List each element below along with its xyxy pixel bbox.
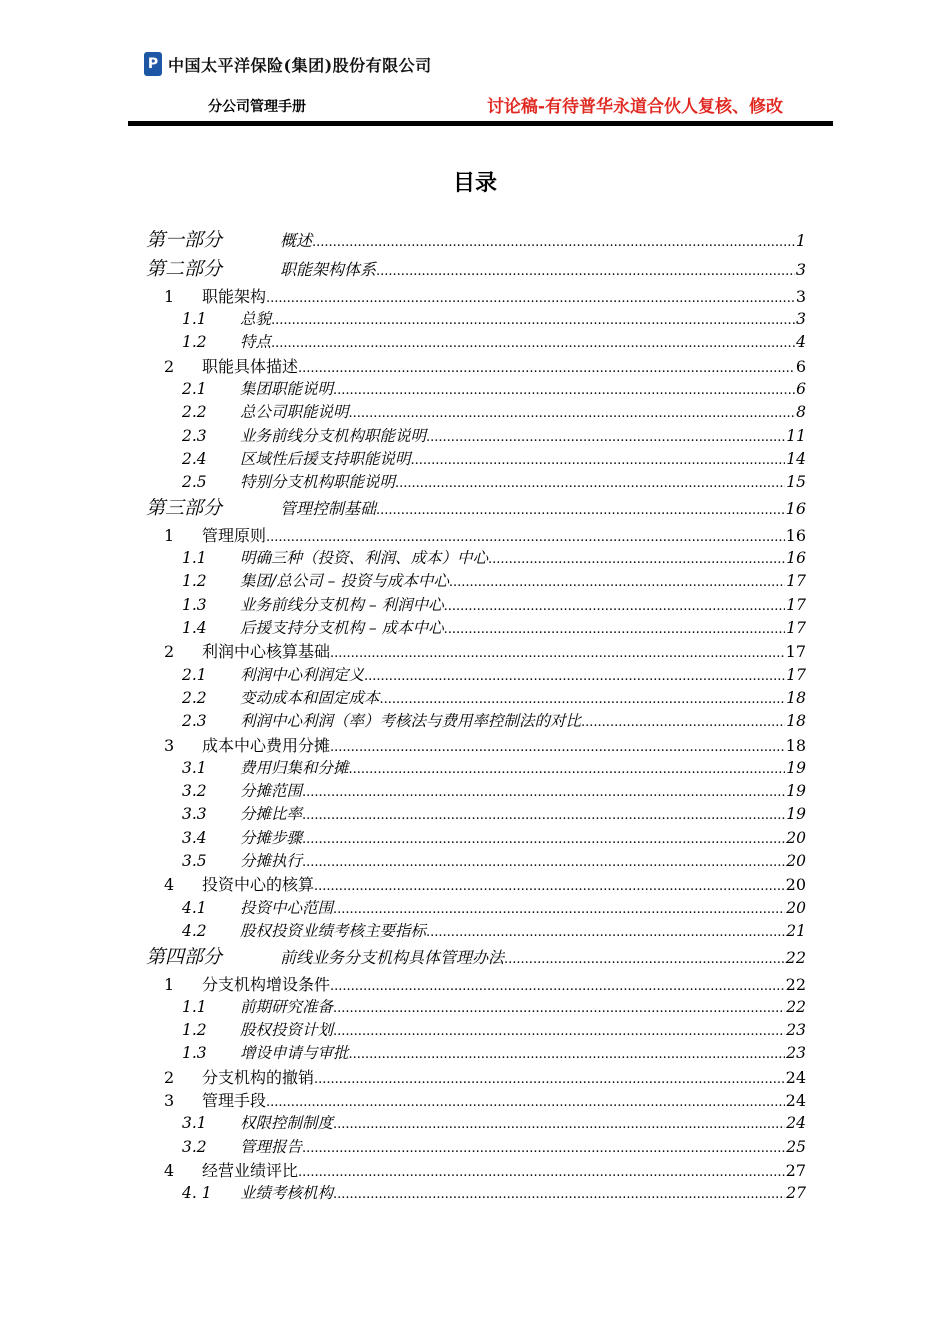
toc-entry-page: 20	[785, 875, 806, 895]
toc-entry-page: 20	[786, 852, 806, 870]
toc-entry[interactable]	[146, 780, 806, 803]
toc-entry-number: 1.2	[182, 333, 207, 352]
toc-entry-label: 投资中心范围	[240, 898, 334, 917]
toc-entry-page: 19	[786, 782, 806, 801]
toc-entry-page: 19	[786, 805, 806, 824]
page-header	[128, 48, 833, 128]
toc-entry-label: 成本中心费用分摊	[202, 735, 331, 755]
toc-entry-number: 2.1	[182, 665, 207, 684]
toc-leader-dots	[333, 1019, 785, 1042]
toc-entry-page: 6	[796, 379, 806, 398]
company-name: 中国太平洋保险(集团)股份有限公司	[168, 55, 432, 75]
toc-leader-dots	[302, 803, 785, 826]
toc-entry-number: 1.1	[182, 310, 207, 329]
toc-entry-page: 22	[786, 997, 806, 1016]
toc-entry-page: 4	[796, 333, 806, 352]
toc-entry[interactable]	[146, 1182, 806, 1205]
toc-entry[interactable]	[146, 494, 806, 523]
toc-leader-dots	[314, 873, 785, 896]
toc-entry-page: 3	[795, 260, 806, 280]
toc-entry-label: 职能架构	[202, 286, 267, 306]
toc-entry-number: 2	[164, 356, 175, 376]
toc-leader-dots	[298, 355, 795, 378]
toc-entry-page: 21	[786, 921, 806, 940]
toc-entry[interactable]	[146, 547, 806, 570]
toc-leader-dots	[266, 524, 785, 547]
toc-entry[interactable]	[146, 401, 806, 424]
toc-leader-dots	[302, 780, 785, 803]
toc-leader-dots	[302, 850, 785, 873]
toc-entry-page: 17	[786, 595, 806, 614]
toc-entry-number: 2.4	[182, 449, 207, 468]
toc-entry[interactable]	[146, 331, 806, 354]
toc-entry[interactable]	[146, 425, 806, 448]
toc-leader-dots	[380, 687, 786, 710]
toc-leader-dots	[298, 1159, 785, 1182]
cpic-logo-icon: P	[144, 52, 162, 76]
toc-leader-dots	[449, 570, 785, 593]
toc-entry-number: 3.3	[182, 805, 207, 824]
toc-entry-number: 1	[164, 974, 175, 994]
toc-entry[interactable]	[146, 355, 806, 378]
toc-entry-number: 3.2	[182, 782, 207, 801]
toc-entry-number: 3	[164, 735, 175, 755]
toc-entry[interactable]	[146, 308, 806, 331]
toc-entry-number: 3.1	[182, 758, 207, 777]
toc-entry[interactable]	[146, 873, 806, 896]
toc-title: 目录	[452, 171, 497, 196]
toc-entry-page: 18	[786, 712, 806, 731]
toc-entry[interactable]	[146, 664, 806, 687]
toc-entry[interactable]	[146, 1112, 806, 1135]
toc-entry-label: 投资中心的核算	[202, 875, 315, 895]
toc-leader-dots	[266, 1089, 785, 1112]
toc-entry[interactable]	[146, 285, 806, 308]
toc-leader-dots	[444, 617, 786, 640]
toc-entry-label: 明确三种（投资、利润、成本）中心	[240, 549, 489, 568]
toc-entry-page: 17	[786, 619, 806, 638]
toc-entry-page: 17	[786, 665, 806, 684]
toc-entry[interactable]	[146, 827, 806, 850]
toc-entry[interactable]	[146, 687, 806, 710]
toc-entry-page: 23	[786, 1044, 806, 1063]
toc-entry-label: 区域性后援支持职能说明	[240, 449, 411, 468]
toc-entry-number: 1	[164, 286, 175, 306]
toc-entry-number: 1.1	[182, 997, 207, 1016]
toc-leader-dots	[376, 494, 785, 523]
toc-leader-dots	[302, 1136, 785, 1159]
toc-leader-dots	[333, 996, 785, 1019]
toc-entry-page: 23	[786, 1021, 806, 1040]
toc-entry-label: 集团职能说明	[240, 379, 334, 398]
toc-entry[interactable]	[146, 973, 806, 996]
toc-entry-label: 股权投资业绩考核主要指标	[240, 921, 427, 940]
toc-entry-number: 1.1	[182, 549, 207, 568]
toc-entry[interactable]	[146, 471, 806, 494]
toc-entry-label: 分支机构增设条件	[202, 974, 331, 994]
toc-entry-number: 第一部分	[146, 229, 223, 251]
toc-leader-dots	[314, 1066, 785, 1089]
toc-entry[interactable]	[146, 943, 806, 972]
toc-entry-page: 18	[785, 735, 806, 755]
toc-entry-page: 16	[785, 525, 806, 545]
toc-entry-number: 3.5	[182, 852, 207, 870]
toc-entry-page: 3	[796, 310, 806, 329]
toc-entry-page: 17	[786, 572, 806, 591]
toc-entry-page: 11	[786, 426, 806, 445]
toc-entry[interactable]	[146, 803, 806, 826]
toc-entry-number: 1.3	[182, 1044, 207, 1063]
toc-entry-label: 管理手段	[202, 1091, 267, 1111]
toc-entry-page: 16	[785, 499, 806, 519]
toc-leader-dots	[333, 1182, 785, 1205]
toc-entry-page: 20	[786, 898, 806, 917]
toc-entry-number: 4.1	[182, 898, 207, 917]
toc-entry-number: 2.3	[182, 712, 207, 731]
toc-entry-label: 利润中心利润（率）考核法与费用率控制法的对比	[240, 712, 582, 731]
toc-entry-label: 总貌	[240, 310, 272, 329]
toc-entry-label: 分支机构的撤销	[202, 1067, 315, 1087]
toc-entry-label: 管理原则	[202, 525, 267, 545]
toc-entry[interactable]	[146, 1066, 806, 1089]
toc-leader-dots	[302, 827, 785, 850]
toc-entry-number: 4	[164, 1160, 175, 1180]
toc-entry-label: 职能架构体系	[280, 260, 377, 280]
toc-leader-dots	[376, 255, 795, 284]
toc-entry[interactable]	[146, 1136, 806, 1159]
toc-entry[interactable]	[146, 1019, 806, 1042]
toc-entry-page: 22	[785, 948, 806, 968]
toc-entry[interactable]	[146, 448, 806, 471]
toc-entry-number: 2	[164, 642, 175, 662]
toc-entry-label: 权限控制制度	[240, 1114, 334, 1133]
toc-entry-number: 2.1	[182, 379, 207, 398]
toc-entry-page: 25	[786, 1137, 806, 1156]
toc-leader-dots	[349, 1042, 786, 1065]
toc-entry-number: 第二部分	[146, 258, 223, 281]
toc-entry-label: 概述	[280, 231, 313, 250]
toc-entry-number: 1	[164, 525, 175, 545]
toc-entry[interactable]	[146, 640, 806, 663]
toc-leader-dots	[395, 471, 785, 494]
toc-entry-page: 8	[796, 403, 806, 422]
toc-entry-label: 股权投资计划	[240, 1021, 334, 1040]
header-divider	[128, 121, 833, 126]
toc-entry-label: 利润中心核算基础	[202, 642, 331, 662]
toc-entry-page: 1	[795, 231, 806, 250]
toc-entry[interactable]	[146, 617, 806, 640]
toc-leader-dots	[271, 331, 795, 354]
toc-entry-number: 2.2	[182, 688, 207, 707]
toc-entry-label: 费用归集和分摊	[240, 758, 349, 777]
toc-entry-label: 后援支持分支机构 – 成本中心	[240, 619, 444, 638]
toc-entry-label: 经营业绩评比	[202, 1160, 299, 1180]
manual-title: 分公司管理手册	[208, 99, 306, 115]
toc-entry-number: 4. 1	[182, 1184, 212, 1203]
toc-leader-dots	[271, 308, 795, 331]
toc-leader-dots	[312, 226, 795, 255]
toc-entry[interactable]	[146, 255, 806, 284]
toc-entry-number: 2.2	[182, 403, 207, 422]
toc-entry-page: 16	[786, 549, 806, 568]
toc-leader-dots	[426, 920, 785, 943]
toc-entry-page: 27	[785, 1160, 806, 1180]
toc-entry-page: 18	[786, 688, 806, 707]
toc-entry-page: 20	[786, 828, 806, 847]
toc-entry-number: 1.4	[182, 619, 207, 638]
toc-leader-dots	[349, 757, 786, 780]
toc-entry-page: 3	[795, 286, 806, 306]
toc-entry-label: 分摊比率	[240, 805, 303, 824]
toc-entry-page: 22	[785, 974, 806, 994]
toc-entry-label: 分摊范围	[240, 782, 303, 801]
toc-entry-label: 管理控制基础	[280, 499, 377, 519]
toc-entry[interactable]	[146, 757, 806, 780]
toc-leader-dots	[504, 943, 785, 972]
toc-entry[interactable]	[146, 710, 806, 733]
toc-entry-label: 管理报告	[240, 1137, 303, 1156]
toc-entry-label: 前线业务分支机构具体管理办法	[280, 948, 505, 968]
toc-entry[interactable]	[146, 524, 806, 547]
toc-leader-dots	[330, 973, 785, 996]
toc-entry-number: 第三部分	[146, 497, 223, 520]
toc-entry-label: 利润中心利润定义	[240, 665, 365, 684]
toc-entry-number: 第四部分	[146, 946, 223, 969]
table-of-contents	[146, 226, 806, 1206]
toc-entry-label: 职能具体描述	[202, 356, 299, 376]
toc-entry-label: 特点	[240, 333, 272, 352]
toc-entry-number: 3.1	[182, 1114, 207, 1133]
toc-entry-page: 27	[786, 1184, 806, 1203]
toc-entry-number: 1.3	[182, 595, 207, 614]
toc-entry[interactable]	[146, 1042, 806, 1065]
toc-entry-label: 分摊执行	[240, 852, 303, 870]
company-logo	[144, 52, 432, 76]
toc-leader-dots	[333, 897, 785, 920]
toc-entry[interactable]	[146, 226, 806, 255]
toc-entry-page: 24	[786, 1114, 806, 1133]
toc-entry-number: 2.5	[182, 473, 207, 492]
toc-entry[interactable]	[146, 378, 806, 401]
toc-entry-page: 24	[785, 1067, 806, 1087]
toc-leader-dots	[426, 425, 785, 448]
toc-entry-number: 4	[164, 875, 175, 895]
toc-leader-dots	[266, 285, 795, 308]
toc-entry-page: 24	[785, 1091, 806, 1111]
toc-leader-dots	[333, 1112, 785, 1135]
toc-entry[interactable]	[146, 734, 806, 757]
toc-entry-label: 增设申请与审批	[240, 1044, 349, 1063]
toc-entry-label: 总公司职能说明	[240, 403, 349, 422]
toc-entry[interactable]	[146, 570, 806, 593]
toc-entry[interactable]	[146, 594, 806, 617]
toc-entry-number: 2	[164, 1067, 175, 1087]
toc-entry-label: 业务前线分支机构 – 利润中心	[240, 595, 444, 614]
toc-entry-number: 3	[164, 1091, 175, 1111]
toc-entry-page: 17	[785, 642, 806, 662]
toc-entry-label: 集团/总公司 – 投资与成本中心	[240, 572, 449, 591]
draft-note: 讨论稿-有待普华永道合伙人复核、修改	[486, 97, 783, 117]
toc-leader-dots	[411, 448, 786, 471]
toc-entry-label: 分摊步骤	[240, 828, 303, 847]
toc-leader-dots	[364, 664, 785, 687]
toc-entry-page: 15	[786, 473, 806, 492]
toc-entry-number: 1.2	[182, 572, 207, 591]
toc-leader-dots	[330, 640, 785, 663]
toc-entry-number: 3.2	[182, 1137, 207, 1156]
toc-leader-dots	[349, 401, 796, 424]
toc-leader-dots	[330, 734, 785, 757]
toc-entry-label: 前期研究准备	[240, 997, 334, 1016]
toc-entry-page: 6	[795, 356, 806, 376]
toc-entry-label: 特别分支机构职能说明	[240, 473, 396, 492]
toc-entry-number: 1.2	[182, 1021, 207, 1040]
toc-entry[interactable]	[146, 1089, 806, 1112]
toc-entry[interactable]	[146, 897, 806, 920]
toc-leader-dots	[581, 710, 785, 733]
toc-entry-page: 19	[786, 758, 806, 777]
toc-entry-label: 变动成本和固定成本	[240, 688, 380, 707]
toc-leader-dots	[444, 594, 786, 617]
toc-leader-dots	[488, 547, 785, 570]
toc-entry-label: 业务前线分支机构职能说明	[240, 426, 427, 445]
toc-entry-number: 3.4	[182, 828, 207, 847]
toc-entry-page: 14	[786, 449, 806, 468]
toc-entry-label: 业绩考核机构	[240, 1184, 334, 1203]
toc-entry-number: 4.2	[182, 921, 207, 940]
toc-entry[interactable]	[146, 1159, 806, 1182]
toc-leader-dots	[333, 378, 795, 401]
toc-entry[interactable]	[146, 850, 806, 873]
toc-entry[interactable]	[146, 996, 806, 1019]
toc-entry-number: 2.3	[182, 426, 207, 445]
toc-entry[interactable]	[146, 920, 806, 943]
